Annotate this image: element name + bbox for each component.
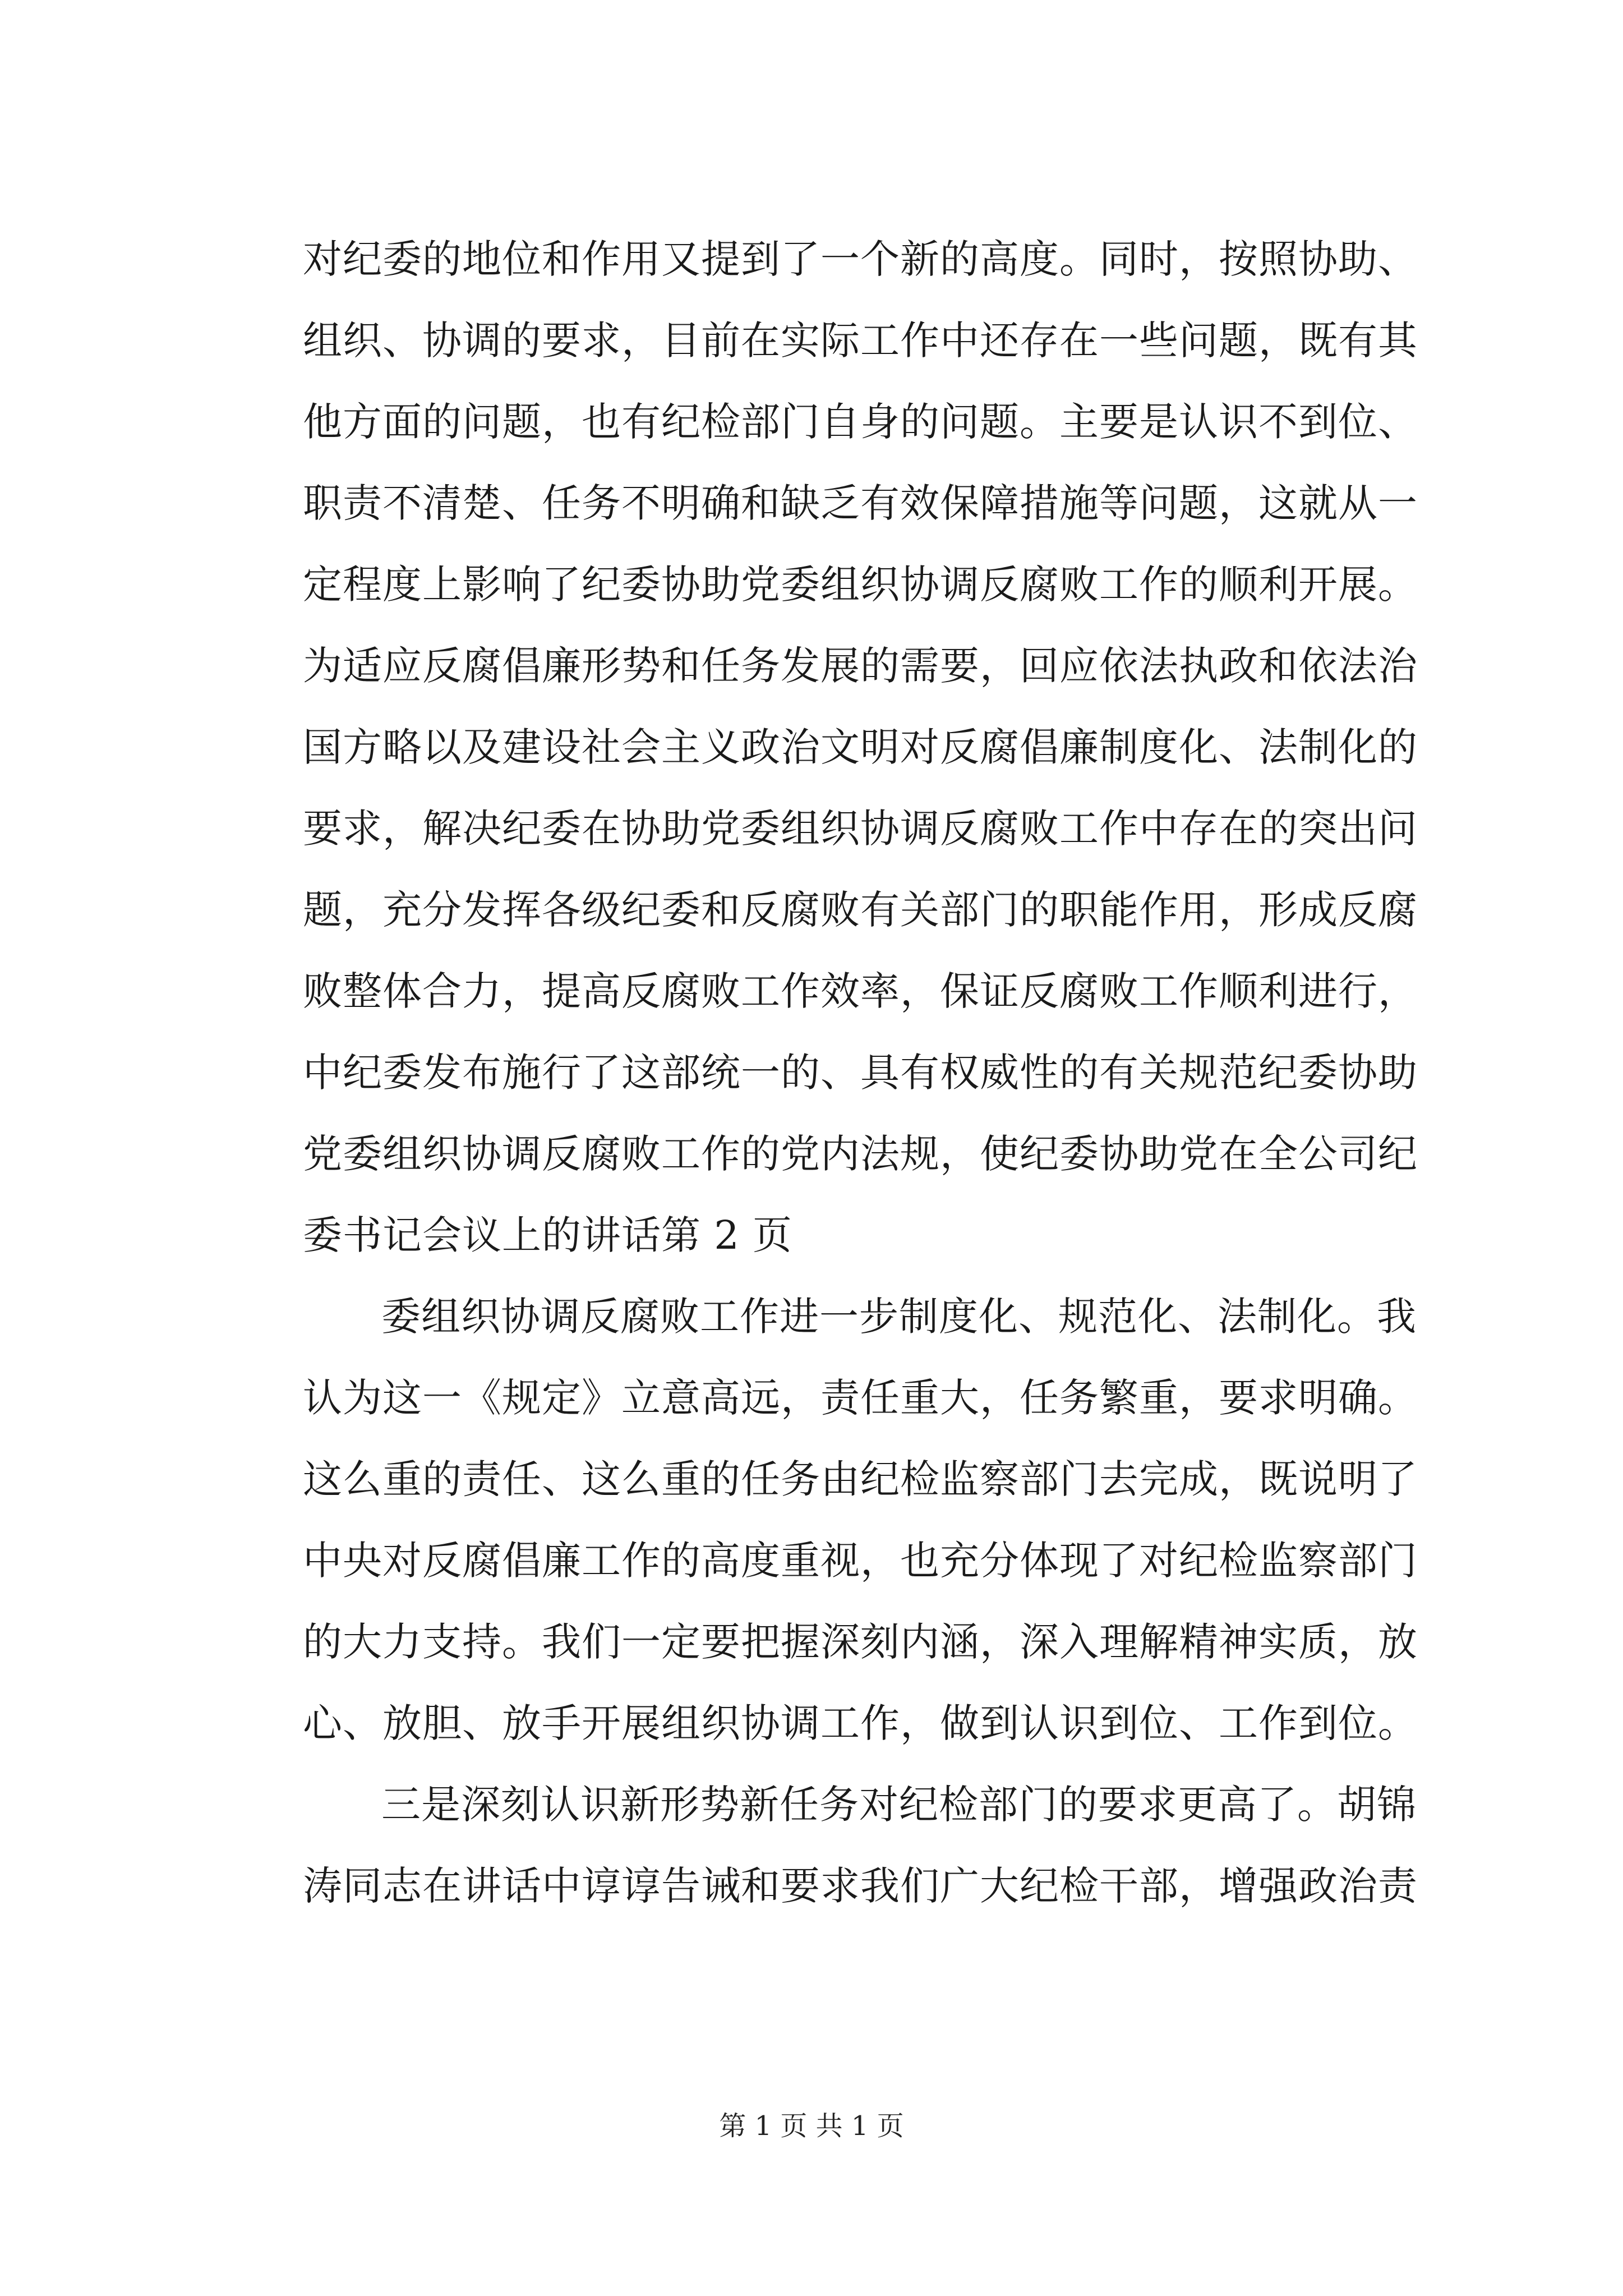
text-line: 题，充分发挥各级纪委和反腐败有关部门的职能作用，形成反腐 [303, 887, 1418, 933]
text-line: 为适应反腐倡廉形势和任务发展的需要，回应依法执政和依法治 [303, 643, 1418, 689]
text-line: 委书记会议上的讲话第 2 页 [303, 1212, 793, 1258]
text-line: 对纪委的地位和作用又提到了一个新的高度。同时，按照协助、 [303, 236, 1418, 282]
text-line: 心、放胆、放手开展组织协调工作，做到认识到位、工作到位。 [303, 1700, 1418, 1746]
text-line: 涛同志在讲话中谆谆告诫和要求我们广大纪检干部，增强政治责 [303, 1863, 1418, 1909]
text-line: 败整体合力，提高反腐败工作效率，保证反腐败工作顺利进行， [303, 968, 1418, 1014]
text-line: 国方略以及建设社会主义政治文明对反腐倡廉制度化、法制化的 [303, 724, 1418, 770]
text-line: 认为这一《规定》立意高远，责任重大，任务繁重，要求明确。 [303, 1375, 1418, 1421]
document-body [303, 219, 1418, 1927]
text-line: 中央对反腐倡廉工作的高度重视，也充分体现了对纪检监察部门 [303, 1538, 1418, 1584]
text-line: 这么重的责任、这么重的任务由纪检监察部门去完成，既说明了 [303, 1456, 1418, 1502]
text-line: 三是深刻认识新形势新任务对纪检部门的要求更高了。胡锦 [381, 1782, 1417, 1828]
text-line: 的大力支持。我们一定要把握深刻内涵，深入理解精神实质，放 [303, 1619, 1418, 1665]
text-line: 中纪委发布施行了这部统一的、具有权威性的有关规范纪委协助 [303, 1050, 1418, 1096]
text-line: 委组织协调反腐败工作进一步制度化、规范化、法制化。我 [381, 1294, 1417, 1340]
text-line: 职责不清楚、任务不明确和缺乏有效保障措施等问题，这就从一 [303, 480, 1418, 526]
text-line: 组织、协调的要求，目前在实际工作中还存在一些问题，既有其 [303, 318, 1418, 364]
page-footer [0, 2109, 1623, 2143]
text-line: 他方面的问题，也有纪检部门自身的问题。主要是认识不到位、 [303, 399, 1418, 445]
text-line: 党委组织协调反腐败工作的党内法规，使纪委协助党在全公司纪 [303, 1131, 1418, 1177]
page-number-label: 第 1 页 共 1 页 [719, 2110, 904, 2142]
text-line: 要求，解决纪委在协助党委组织协调反腐败工作中存在的突出问 [303, 806, 1418, 852]
text-line: 定程度上影响了纪委协助党委组织协调反腐败工作的顺利开展。 [303, 562, 1418, 608]
